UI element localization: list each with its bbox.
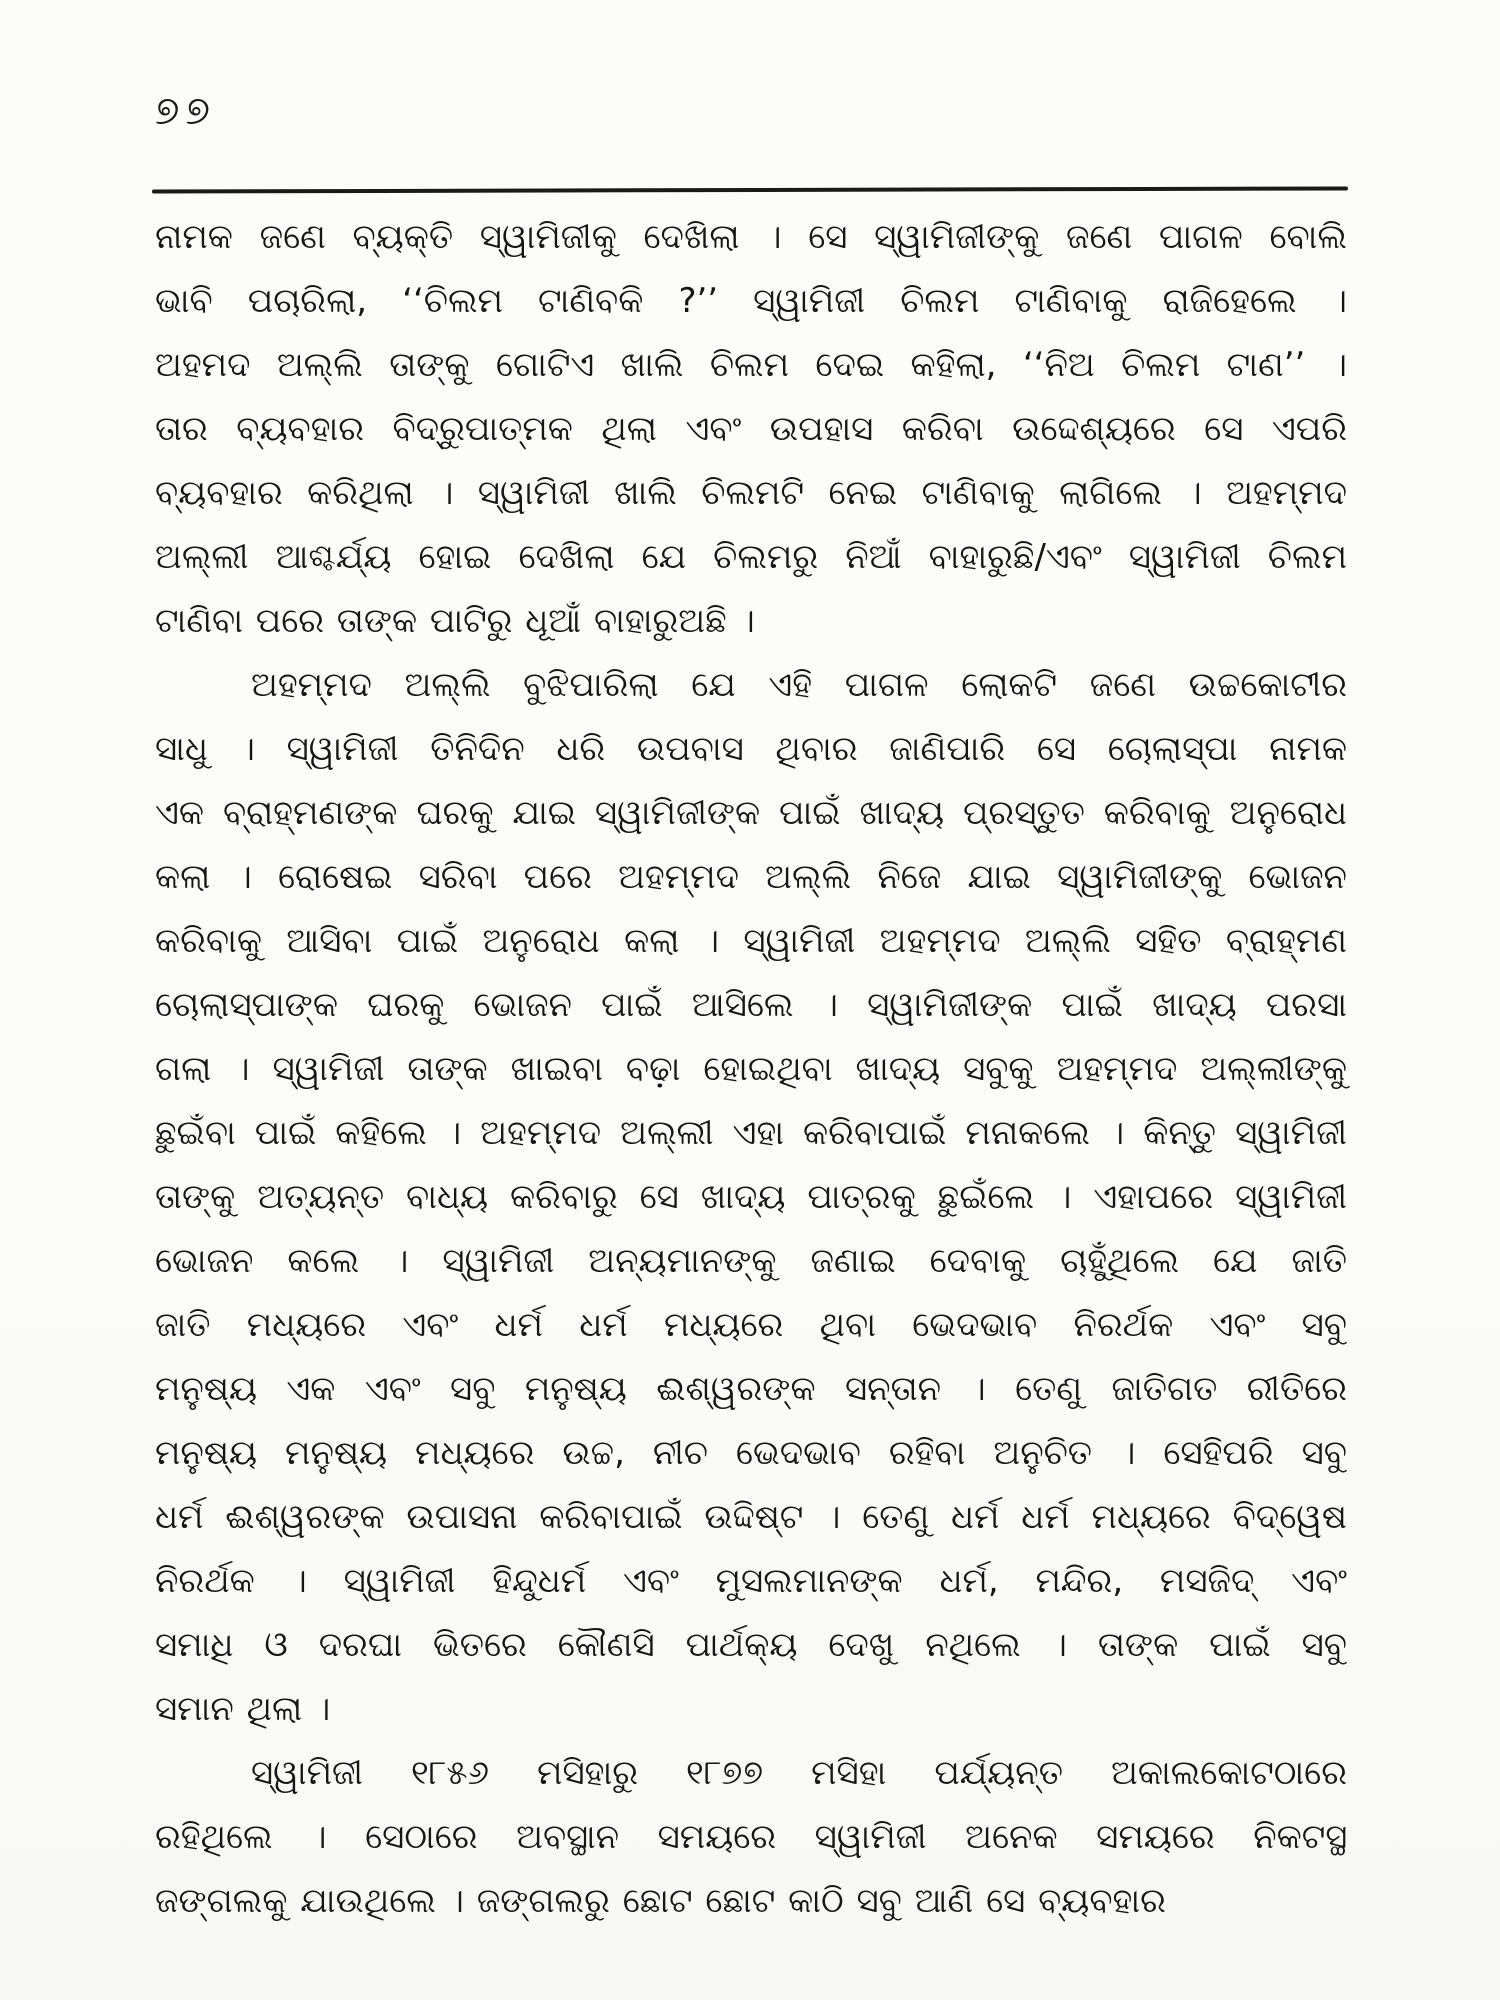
text-line: ସ୍ୱାମିଜୀ ୧୮୫୬ ମସିହାରୁ ୧୮୭୭ ମସିହା ପର୍ଯ୍ୟନ୍ତ ଅକାଲକୋଟଠାରେ	[251, 1753, 1347, 1793]
page-number: ୭୭	[155, 88, 216, 134]
page-body	[155, 205, 1347, 1933]
text-line: ତାର ବ୍ୟବହାର ବିଦ୍ରୁପାତ୍ମକ ଥିଲା ଏବଂ ଉପହାସ କରିବା ଉଦ୍ଦେଶ୍ୟରେ ସେ ଏପରି	[155, 409, 1347, 449]
text-line: ମନୁଷ୍ୟ ଏକ ଏବଂ ସବୁ ମନୁଷ୍ୟ ଈଶ୍ୱରଙ୍କ ସନ୍ତାନ । ତେଣୁ ଜାତିଗତ ରୀତିରେ	[155, 1369, 1347, 1409]
text-line: ଜାତି ମଧ୍ୟରେ ଏବଂ ଧର୍ମ ଧର୍ମ ମଧ୍ୟରେ ଥିବା ଭେଦଭାବ ନିରର୍ଥକ ଏବଂ ସବୁ	[155, 1305, 1347, 1345]
text-line: ଭାବି ପଚାରିଲା, ‘‘ଚିଲମ ଟାଣିବକି ?’’ ସ୍ୱାମିଜୀ ଚିଲମ ଟାଣିବାକୁ ରାଜିହେଲେ ।	[155, 281, 1347, 321]
header-rule	[152, 186, 1348, 193]
text-line: ସମାଧି ଓ ଦରଘା ଭିତରେ କୌଣସି ପାର୍ଥକ୍ୟ ଦେଖୁ ନଥିଲେ । ତାଙ୍କ ପାଇଁ ସବୁ	[155, 1625, 1347, 1665]
text-line: ଟାଣିବା ପରେ ତାଙ୍କ ପାଟିରୁ ଧୂଆଁ ବାହାରୁଅଛି ।	[155, 601, 755, 641]
paragraph	[155, 1741, 1347, 1933]
text-line: ଗଲା । ସ୍ୱାମିଜୀ ତାଙ୍କ ଖାଇବା ବଢ଼ା ହୋଇଥିବା ଖାଦ୍ୟ ସବୁକୁ ଅହମ୍ମଦ ଅଲ୍ଲୀଙ୍କୁ	[155, 1049, 1347, 1089]
text-line: ନାମକ ଜଣେ ବ୍ୟକ୍ତି ସ୍ୱାମିଜୀକୁ ଦେଖିଲା । ସେ ସ୍ୱାମିଜୀଙ୍କୁ ଜଣେ ପାଗଳ ବୋଲି	[155, 217, 1347, 257]
text-line: ଅହମଦ ଅଲ୍ଲି ତାଙ୍କୁ ଗୋଟିଏ ଖାଲି ଚିଲମ ଦେଇ କହିଲା, ‘‘ନିଅ ଚିଲମ ଟାଣ’’ ।	[155, 345, 1347, 385]
text-line: ଅହମ୍ମଦ ଅଲ୍ଲି ବୁଝିପାରିଲା ଯେ ଏହି ପାଗଳ ଲୋକଟି ଜଣେ ଉଚ୍ଚକୋଟୀର	[251, 665, 1347, 705]
text-line: ମନୁଷ୍ୟ ମନୁଷ୍ୟ ମଧ୍ୟରେ ଉଚ୍ଚ, ନୀଚ ଭେଦଭାବ ରହିବା ଅନୁଚିତ । ସେହିପରି ସବୁ	[155, 1433, 1347, 1473]
text-line: କରିବାକୁ ଆସିବା ପାଇଁ ଅନୁରୋଧ କଲା । ସ୍ୱାମିଜୀ ଅହମ୍ମଦ ଅଲ୍ଲି ସହିତ ବ୍ରାହ୍ମଣ	[155, 921, 1347, 961]
text-line: ଭୋଜନ କଲେ । ସ୍ୱାମିଜୀ ଅନ୍ୟମାନଙ୍କୁ ଜଣାଇ ଦେବାକୁ ଚାହୁଁଥିଲେ ଯେ ଜାତି	[155, 1241, 1347, 1281]
text-line: ବ୍ୟବହାର କରିଥିଲା । ସ୍ୱାମିଜୀ ଖାଲି ଚିଲମଟି ନେଇ ଟାଣିବାକୁ ଲାଗିଲେ । ଅହମ୍ମଦ	[155, 473, 1347, 513]
text-line: ରହିଥିଲେ । ସେଠାରେ ଅବସ୍ଥାନ ସମୟରେ ସ୍ୱାମିଜୀ ଅନେକ ସମୟରେ ନିକଟସ୍ଥ	[155, 1817, 1347, 1857]
text-line: ଛୁଇଁବା ପାଇଁ କହିଲେ । ଅହମ୍ମଦ ଅଲ୍ଲୀ ଏହା କରିବାପାଇଁ ମନାକଲେ । କିନ୍ତୁ ସ୍ୱାମିଜୀ	[155, 1113, 1347, 1153]
text-line: ସାଧୁ । ସ୍ୱାମିଜୀ ତିନିଦିନ ଧରି ଉପବାସ ଥିବାର ଜାଣିପାରି ସେ ଚୋଲାସ୍ପା ନାମକ	[155, 729, 1347, 769]
text-line: ସମାନ ଥିଲା ।	[155, 1689, 331, 1729]
text-line: ତାଙ୍କୁ ଅତ୍ୟନ୍ତ ବାଧ୍ୟ କରିବାରୁ ସେ ଖାଦ୍ୟ ପାତ୍ରକୁ ଛୁଇଁଲେ । ଏହାପରେ ସ୍ୱାମିଜୀ	[155, 1177, 1347, 1217]
text-line: ନିରର୍ଥକ । ସ୍ୱାମିଜୀ ହିନ୍ଦୁଧର୍ମ ଏବଂ ମୁସଲମାନଙ୍କ ଧର୍ମ, ମନ୍ଦିର, ମସଜିଦ୍ ଏବଂ	[155, 1561, 1347, 1601]
text-line: ଜଙ୍ଗଲକୁ ଯାଉଥିଲେ । ଜଙ୍ଗଲରୁ ଛୋଟ ଛୋଟ କାଠି ସବୁ ଆଣି ସେ ବ୍ୟବହାର	[155, 1881, 1166, 1921]
text-line: ଧର୍ମ ଈଶ୍ୱରଙ୍କ ଉପାସନା କରିବାପାଇଁ ଉଦ୍ଦିଷ୍ଟ । ତେଣୁ ଧର୍ମ ଧର୍ମ ମଧ୍ୟରେ ବିଦ୍ୱେଷ	[155, 1497, 1347, 1537]
paragraph	[155, 205, 1347, 653]
paragraph	[155, 653, 1347, 1741]
text-line: କଲା । ରୋଷେଇ ସରିବା ପରେ ଅହମ୍ମଦ ଅଲ୍ଲି ନିଜେ ଯାଇ ସ୍ୱାମିଜୀଙ୍କୁ ଭୋଜନ	[155, 857, 1347, 897]
text-line: ଚୋଲାସ୍ପାଙ୍କ ଘରକୁ ଭୋଜନ ପାଇଁ ଆସିଲେ । ସ୍ୱାମିଜୀଙ୍କ ପାଇଁ ଖାଦ୍ୟ ପରସା	[155, 985, 1347, 1025]
text-line: ଅଲ୍ଲୀ ଆଶ୍ଚର୍ଯ୍ୟ ହୋଇ ଦେଖିଲା ଯେ ଚିଲମରୁ ନିଆଁ ବାହାରୁଛି/ଏବଂ ସ୍ୱାମିଜୀ ଚିଲମ	[155, 537, 1347, 577]
text-line: ଏକ ବ୍ରାହ୍ମଣଙ୍କ ଘରକୁ ଯାଇ ସ୍ୱାମିଜୀଙ୍କ ପାଇଁ ଖାଦ୍ୟ ପ୍ରସ୍ତୁତ କରିବାକୁ ଅନୁରୋଧ	[155, 793, 1347, 833]
